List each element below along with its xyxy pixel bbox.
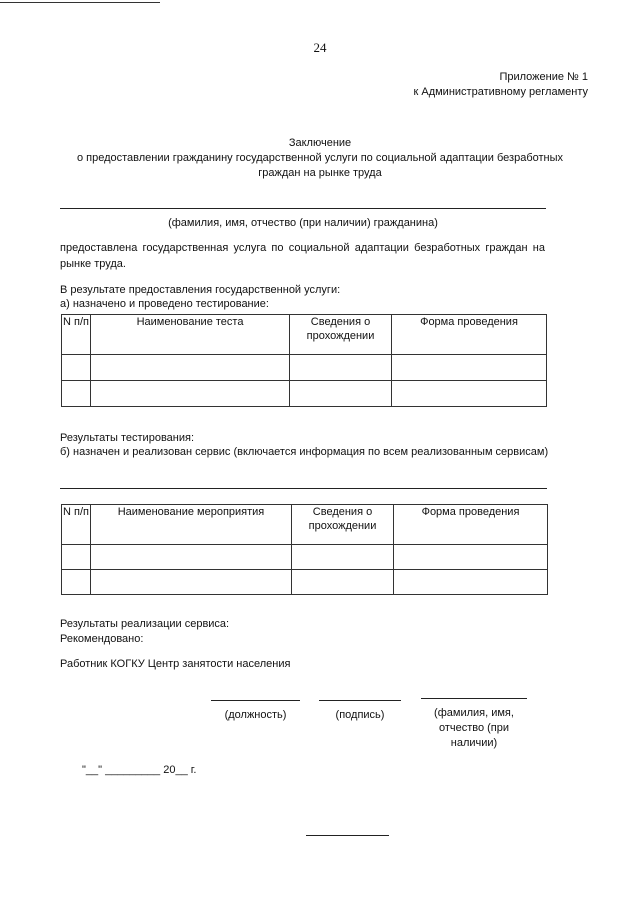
- date-line[interactable]: "__" _________ 20__ г.: [82, 764, 197, 776]
- item-a-testing: а) назначено и проведено тестирование:: [60, 298, 269, 310]
- table-cell[interactable]: [62, 570, 91, 595]
- table-row: [62, 570, 548, 595]
- table-row: [62, 355, 547, 381]
- document-title: [40, 136, 600, 181]
- header-cell: N п/п: [62, 315, 91, 355]
- events-table-header: [62, 505, 548, 545]
- table-cell[interactable]: [91, 545, 292, 570]
- header-cell: Сведения о прохождении: [290, 315, 392, 355]
- table-cell[interactable]: [394, 545, 548, 570]
- table-cell[interactable]: [290, 355, 392, 381]
- service-results-label: Результаты реализации сервиса:: [60, 618, 230, 630]
- title-line-2: о предоставлении гражданину государственной услуги по социальной адаптации безработных: [76, 152, 564, 164]
- tests-table: [61, 314, 547, 407]
- table-row: [62, 381, 547, 407]
- name-caption: (фамилия, имя, отчество (при наличии): [434, 707, 514, 749]
- table-cell[interactable]: [392, 355, 547, 381]
- header-cell: Форма проведения: [394, 505, 548, 545]
- signature-line[interactable]: [319, 700, 401, 701]
- title-line-1: Заключение: [288, 137, 352, 149]
- table-cell[interactable]: [392, 381, 547, 407]
- header-cell: N п/п: [62, 505, 91, 545]
- table-cell[interactable]: [91, 355, 290, 381]
- header-cell: Наименование теста: [91, 315, 290, 355]
- recommended-label: Рекомендовано:: [60, 633, 144, 645]
- name-line[interactable]: [421, 698, 527, 699]
- appendix-line-1: Приложение № 1: [499, 71, 588, 83]
- signature-caption: (подпись): [335, 709, 385, 721]
- citizen-name-line[interactable]: [60, 208, 546, 209]
- position-line[interactable]: [211, 700, 300, 701]
- table-cell[interactable]: [62, 545, 91, 570]
- table-cell[interactable]: [62, 381, 91, 407]
- service-statement: предоставлена государственная услуга по социальной адаптации безработных граждан на рынке труда.: [60, 242, 545, 270]
- table-cell[interactable]: [91, 381, 290, 407]
- table-cell[interactable]: [290, 381, 392, 407]
- table-cell[interactable]: [292, 545, 394, 570]
- item-b-service: б) назначен и реализован сервис (включается информация по всем реализованным сервисам): [60, 446, 549, 458]
- header-cell: Форма проведения: [392, 315, 547, 355]
- table-cell[interactable]: [91, 570, 292, 595]
- test-results-label: Результаты тестирования:: [60, 432, 195, 444]
- header-cell: Наименование мероприятия: [91, 505, 292, 545]
- title-line-3: граждан на рынке труда: [258, 167, 382, 179]
- table-cell[interactable]: [62, 355, 91, 381]
- position-caption: (должность): [224, 709, 287, 721]
- appendix-line-2: к Административному регламенту: [413, 86, 588, 98]
- appendix-header: [413, 70, 588, 100]
- table-cell[interactable]: [394, 570, 548, 595]
- bottom-line: [306, 835, 389, 836]
- service-line[interactable]: [60, 488, 547, 489]
- header-cell: Сведения о прохождении: [292, 505, 394, 545]
- page-number: 24: [313, 40, 327, 55]
- top-rule: [0, 2, 160, 3]
- worker-label: Работник КОГКУ Центр занятости населения: [60, 658, 291, 670]
- table-cell[interactable]: [292, 570, 394, 595]
- events-table: [61, 504, 548, 595]
- table-row: [62, 545, 548, 570]
- tests-table-header: [62, 315, 547, 355]
- citizen-name-caption: (фамилия, имя, отчество (при наличии) гражданина): [168, 217, 438, 229]
- result-intro: В результате предоставления государственной услуги:: [60, 284, 341, 296]
